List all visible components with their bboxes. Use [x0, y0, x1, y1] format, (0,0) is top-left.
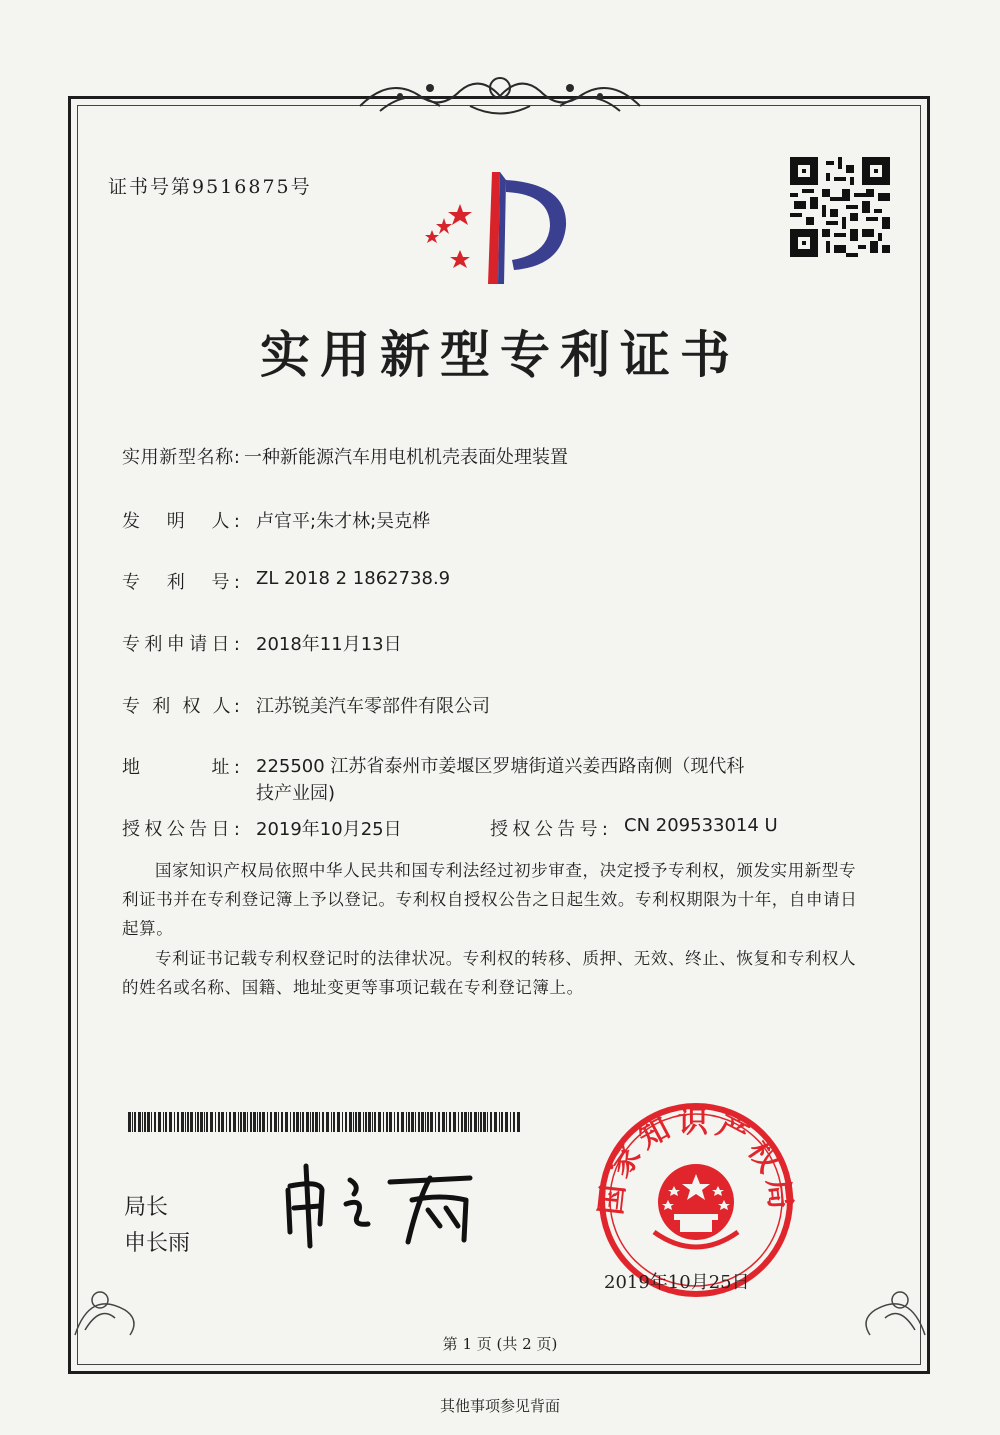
field-filing-date — [122, 630, 402, 656]
field-grant-date — [122, 815, 402, 841]
field-address — [122, 753, 746, 807]
ornament-icon — [350, 66, 650, 126]
field-value: 卢官平;朱才林;吴克桦 — [256, 511, 431, 532]
barcode-icon — [128, 1112, 520, 1132]
field-label: 授权公告号: — [490, 819, 608, 840]
page-number: 第 1 页 (共 2 页) — [442, 1335, 558, 1353]
field-utility-model-name — [122, 443, 568, 469]
seal-text: 国家知识产权局 — [593, 1105, 799, 1217]
director-title: 局长 — [124, 1195, 169, 1220]
field-patent-number — [122, 568, 450, 594]
certificate-number: 证书号第9516875号 — [108, 176, 312, 198]
field-value: 2019年10月25日 — [256, 819, 402, 840]
field-patentee — [122, 692, 490, 718]
field-inventor — [122, 507, 430, 533]
field-value: CN 209533014 U — [624, 815, 778, 836]
body-paragraph-2: 专利证书记载专利权登记时的法律状况。专利权的转移、质押、无效、终止、恢复和专利权人的姓名或名称、国籍、地址变更等事项记载在专利登记簿上。 — [122, 949, 857, 997]
seal-date: 2019年10月25日 — [604, 1272, 750, 1293]
field-label: 发 明 人: — [122, 511, 240, 532]
field-label: 授权公告日: — [122, 819, 240, 840]
certificate-title: 实用新型专利证书 — [260, 326, 740, 384]
field-value: 2018年11月13日 — [256, 634, 402, 655]
field-label: 专 利 权 人: — [122, 696, 240, 717]
field-value: ZL 2018 2 1862738.9 — [256, 568, 451, 589]
field-label: 专 利 号: — [122, 572, 240, 593]
field-value: 一种新能源汽车用电机机壳表面处理装置 — [244, 447, 568, 468]
cnipa-logo-icon — [418, 166, 578, 288]
director-name: 申长雨 — [124, 1231, 191, 1256]
field-value: 225500 江苏省泰州市姜堰区罗塘街道兴姜西路南侧（现代科技产业园) — [256, 756, 745, 804]
body-paragraph-1: 国家知识产权局依照中华人民共和国专利法经过初步审查，决定授予专利权，颁发实用新型专利证书并在专利登记簿上予以登记。专利权自授权公告之日起生效。专利权期限为十年，自申请日起算。 — [122, 861, 858, 938]
field-grant-number — [490, 815, 778, 841]
field-label: 专利申请日: — [122, 634, 240, 655]
field-label: 实用新型名称: — [122, 447, 240, 468]
footnote: 其他事项参见背面 — [439, 1397, 560, 1415]
qr-code-icon — [790, 157, 890, 257]
corner-ornament-icon — [840, 1250, 930, 1340]
signature-icon — [280, 1160, 490, 1250]
field-label: 地 址: — [122, 757, 240, 778]
field-value: 江苏锐美汽车零部件有限公司 — [256, 696, 490, 717]
corner-ornament-icon — [70, 1250, 160, 1340]
